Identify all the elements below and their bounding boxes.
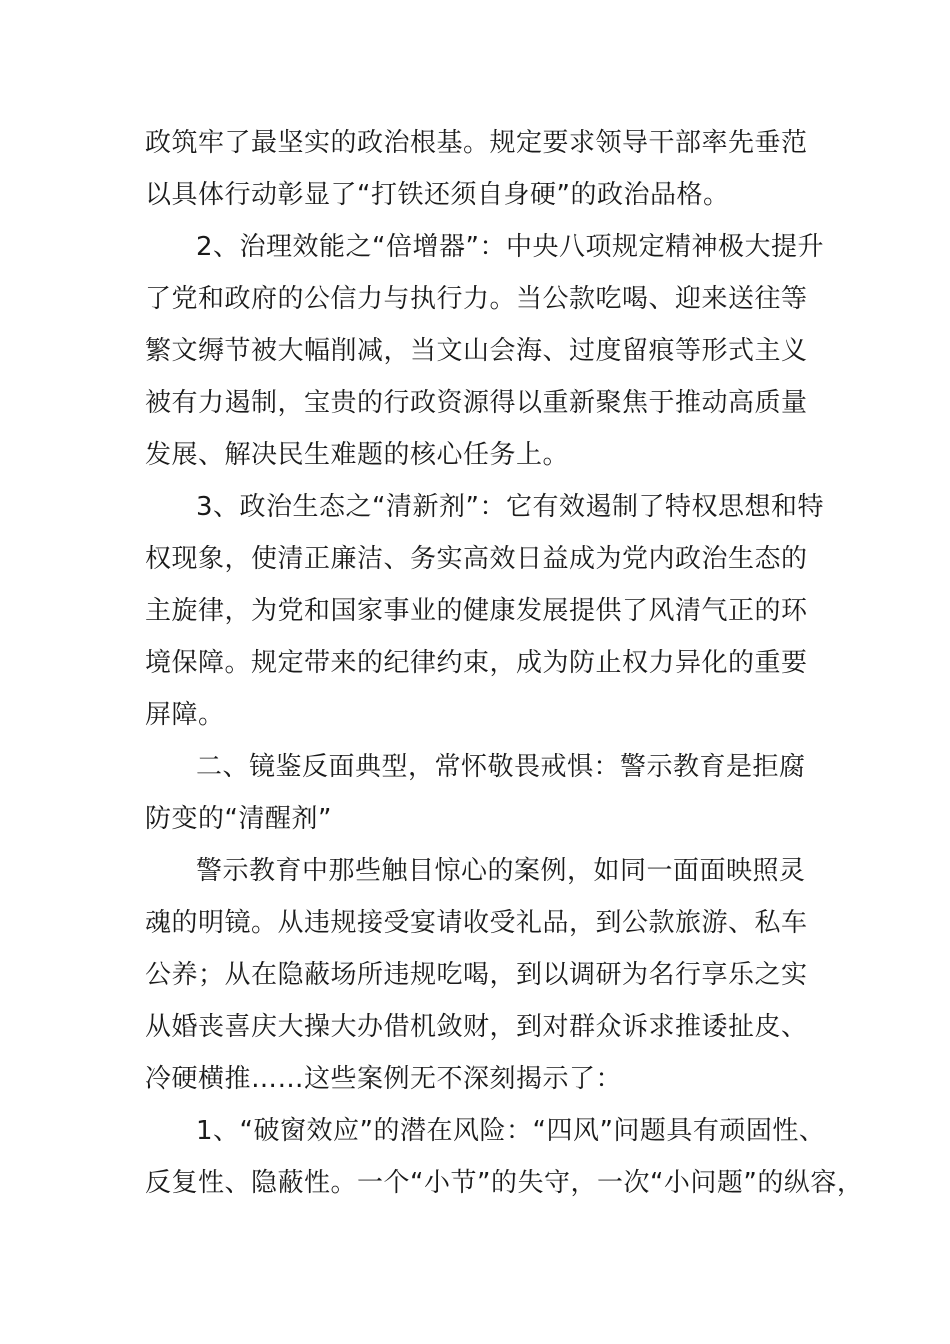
text-line: 主旋律，为党和国家事业的健康发展提供了风清气正的环: [145, 596, 808, 626]
text-line: 政筑牢了最坚实的政治根基。规定要求领导干部率先垂范: [145, 128, 808, 158]
text-line: 繁文缛节被大幅削减，当文山会海、过度留痕等形式主义: [145, 336, 808, 366]
text-line: 屏障。: [145, 700, 225, 730]
paragraph-start-line: 2、治理效能之“倍增器”：中央八项规定精神极大提升: [196, 232, 824, 262]
text-line: 以具体行动彰显了“打铁还须自身硬”的政治品格。: [145, 180, 730, 210]
text-line: 反复性、隐蔽性。一个“小节”的失守，一次“小问题”的纵容，: [145, 1168, 864, 1198]
text-line: 权现象，使清正廉洁、务实高效日益成为党内政治生态的: [145, 544, 808, 574]
section-heading-line: 二、镜鉴反面典型，常怀敬畏戒惧：警示教育是拒腐: [196, 752, 806, 782]
text-line: 魂的明镜。从违规接受宴请收受礼品，到公款旅游、私车: [145, 908, 808, 938]
text-line: 从婚丧喜庆大操大办借机敛财，到对群众诉求推诿扯皮、: [145, 1012, 808, 1042]
paragraph-start-line: 3、政治生态之“清新剂”：它有效遏制了特权思想和特: [196, 492, 824, 522]
text-line: 被有力遏制，宝贵的行政资源得以重新聚焦于推动高质量: [145, 388, 808, 418]
text-line: 了党和政府的公信力与执行力。当公款吃喝、迎来送往等: [145, 284, 808, 314]
text-line: 冷硬横推……这些案例无不深刻揭示了：: [145, 1064, 623, 1094]
text-line: 境保障。规定带来的纪律约束，成为防止权力异化的重要: [145, 648, 808, 678]
text-line: 发展、解决民生难题的核心任务上。: [145, 440, 570, 470]
paragraph-start-line: 警示教育中那些触目惊心的案例，如同一面面映照灵: [196, 856, 806, 886]
text-line: 公养；从在隐蔽场所违规吃喝，到以调研为名行享乐之实: [145, 960, 808, 990]
paragraph-start-line: 1、“破窗效应”的潜在风险：“四风”问题具有顽固性、: [196, 1116, 826, 1146]
section-heading-line: 防变的“清醒剂”: [145, 804, 332, 834]
